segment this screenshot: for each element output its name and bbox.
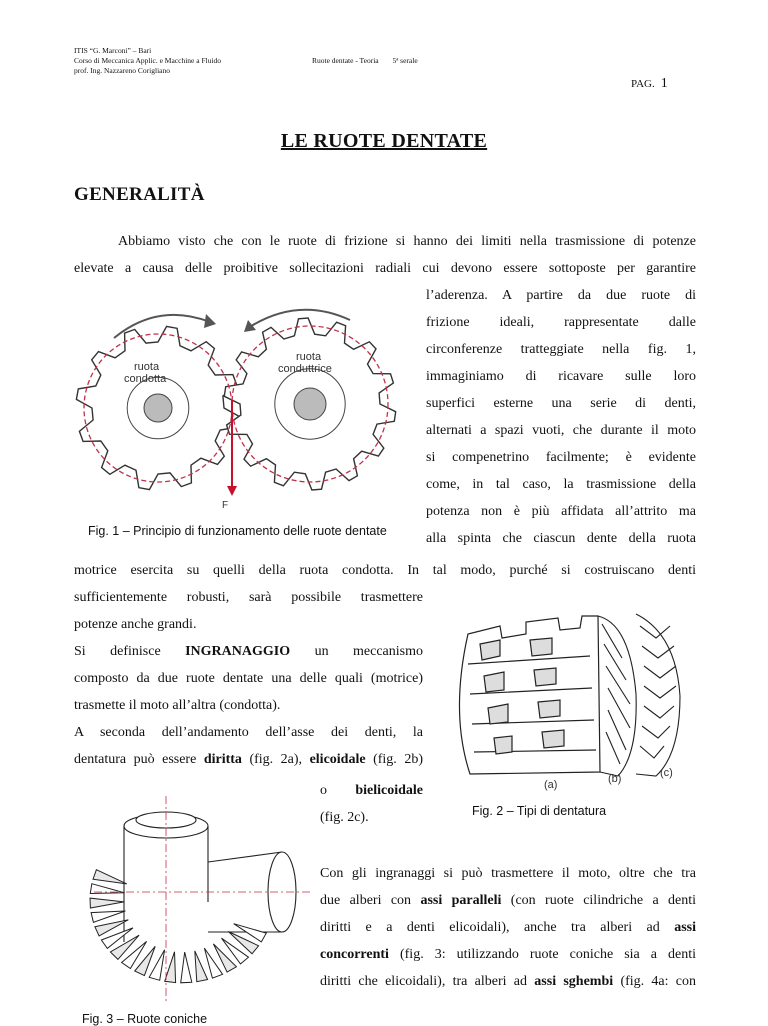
- para3-l5c: (fig. 4a: con: [620, 974, 697, 989]
- fig3-caption: Fig. 3 – Ruote coniche: [82, 1012, 208, 1026]
- spur-gear-a: [459, 616, 600, 774]
- para2-line2: composto da due ruote dentate una delle quali (motrice): [74, 671, 423, 686]
- para2-diritta: diritta: [203, 752, 242, 767]
- page-number-value: 1: [660, 76, 668, 91]
- force-label: F: [222, 500, 229, 511]
- label-driven-l1: ruota: [134, 361, 160, 373]
- bevel-tooth: [91, 911, 125, 922]
- para3-assi-sghembi: assi sghembi: [534, 974, 614, 989]
- header-class: 5ª serale: [392, 56, 418, 65]
- header-school: ITIS “G. Marconi” – Bari: [74, 46, 152, 55]
- header-topic: [312, 56, 418, 66]
- header-info: [74, 46, 221, 76]
- driven-gear: [76, 326, 239, 489]
- bevel-tooth: [90, 898, 124, 908]
- para1-cont1: sufficientemente robusti, sarà possibile trasmettere: [74, 590, 423, 605]
- para3-line1: Con gli ingranaggi si può trasmettere il moto, oltre che tra: [320, 866, 696, 881]
- para3-l5a: diritti che elicoidali), tra alberi ad: [320, 974, 528, 989]
- side-line: si compenetrino facilmente; è evidente: [426, 450, 696, 465]
- para3-l2c: (con ruote cilindriche a denti: [510, 893, 697, 908]
- para2-ingranaggio: INGRANAGGIO: [185, 644, 291, 659]
- fig1-caption: Fig. 1 – Principio di funzionamento delle ruote dentate: [88, 524, 387, 538]
- para2-line3: trasmette il moto all’altra (condotta).: [74, 698, 281, 713]
- force-arrow-head: [227, 486, 237, 496]
- section-heading: GENERALITÀ: [74, 184, 205, 205]
- header-topic-text: Ruote dentate - Teoria: [312, 56, 379, 65]
- fig2-tooth-types: [440, 604, 696, 794]
- para2-l6a: o: [320, 783, 327, 798]
- side-line: come, in tal caso, la trasmissione della: [426, 477, 696, 492]
- para2-l5e: (fig. 2b): [373, 752, 423, 767]
- fig2-label-b: (b): [608, 773, 622, 785]
- side-line: l’aderenza. A partire da due ruote di: [426, 288, 696, 303]
- side-line: frizione ideali, rappresentate dalle: [426, 315, 696, 330]
- para3-line2: [320, 887, 696, 914]
- helical-gear-b: [598, 616, 636, 776]
- gear-hub: [144, 394, 172, 422]
- side-line: potenza non è più affidata all’attrito ma: [426, 504, 696, 519]
- side-line: alla spinta che ciascun dente della ruota: [426, 531, 696, 546]
- label-driver-l2: conduttrice: [278, 363, 332, 375]
- para3-assi-paralleli: assi paralleli: [420, 893, 502, 908]
- para2-a: Si definisce: [74, 644, 161, 659]
- side-line: immaginiamo di ricavare sulle loro: [426, 369, 696, 384]
- bevel-tooth: [93, 870, 127, 884]
- fig1-gears: [98, 300, 418, 511]
- gear-hub: [294, 388, 326, 420]
- header-course: Corso di Meccanica Applic. e Macchine a Fluido: [74, 56, 222, 65]
- para2-line1: [74, 638, 423, 665]
- bevel-gear-shaft: [124, 812, 296, 942]
- para1-full-line: motrice esercita su quelli della ruota condotta. In tal modo, purché si costruiscano denti: [74, 563, 696, 578]
- para3-l2a: due alberi con: [320, 893, 412, 908]
- para3-assi: assi: [674, 920, 696, 935]
- fig2-drawing: [440, 604, 696, 794]
- herringbone-gear-c: [636, 614, 680, 776]
- driving-gear: [224, 318, 395, 490]
- para3-line4: [320, 941, 696, 968]
- bevel-tooth: [181, 952, 192, 983]
- para3-line5: [320, 968, 696, 995]
- para1-cont2: potenze anche grandi.: [74, 617, 197, 632]
- bevel-tooth: [195, 951, 208, 982]
- fig2-label-a: (a): [544, 779, 558, 791]
- para3-concorrenti: concorrenti: [320, 947, 389, 962]
- side-line: alternati a spazi vuoti, che durante il moto: [426, 423, 696, 438]
- page-label: PAG.: [631, 78, 655, 90]
- label-driver-l1: ruota: [296, 351, 322, 363]
- para2-line5: [74, 746, 423, 773]
- para1-side-column: [426, 282, 696, 552]
- para2-bielicoidale: bielicoidale: [355, 783, 423, 798]
- para2-c: un meccanismo: [314, 644, 423, 659]
- para2-line6: [320, 777, 423, 804]
- fig2-caption: Fig. 2 – Tipi di dentatura: [472, 804, 607, 818]
- side-line: superfici esterne una serie di denti,: [426, 396, 696, 411]
- page-number: [631, 76, 668, 92]
- para1-line1: Abbiamo visto che con le ruote di frizione si hanno dei limiti nella trasmissione di potenze: [118, 234, 696, 249]
- para3-line3: [320, 914, 696, 941]
- fig3-bevel-gears: [74, 792, 314, 1012]
- para2-l5c: (fig. 2a),: [249, 752, 303, 767]
- para2-l5a: dentatura può essere: [74, 752, 197, 767]
- arrow-head-left: [204, 314, 216, 328]
- fig1-gears-drawing: [98, 300, 418, 511]
- side-line: circonferenze tratteggiate nella fig. 1,: [426, 342, 696, 357]
- para3-l3a: diritti e a denti elicoidali), anche tra alberi ad: [320, 920, 660, 935]
- bevel-gear-teeth: [90, 870, 266, 983]
- para3-l4b: (fig. 3: utilizzando ruote coniche sia a denti: [399, 947, 697, 962]
- para2-line4: A seconda dell’andamento dell’asse dei denti, la: [74, 725, 423, 740]
- page-title: LE RUOTE DENTATE: [280, 130, 488, 152]
- para2-elicoidale: elicoidale: [309, 752, 366, 767]
- header-teacher: prof. Ing. Nazzareno Corigliano: [74, 66, 171, 75]
- para2-line7: (fig. 2c).: [320, 810, 369, 825]
- arrow-head-right: [244, 320, 256, 332]
- para1-line2: elevate a causa delle proibitive sollecitazioni radiali cui devono essere sottoposte per garantire: [74, 261, 696, 276]
- label-driven-l2: condotta: [124, 373, 167, 385]
- fig2-label-c: (c): [660, 767, 673, 779]
- fig3-drawing: [74, 792, 314, 1012]
